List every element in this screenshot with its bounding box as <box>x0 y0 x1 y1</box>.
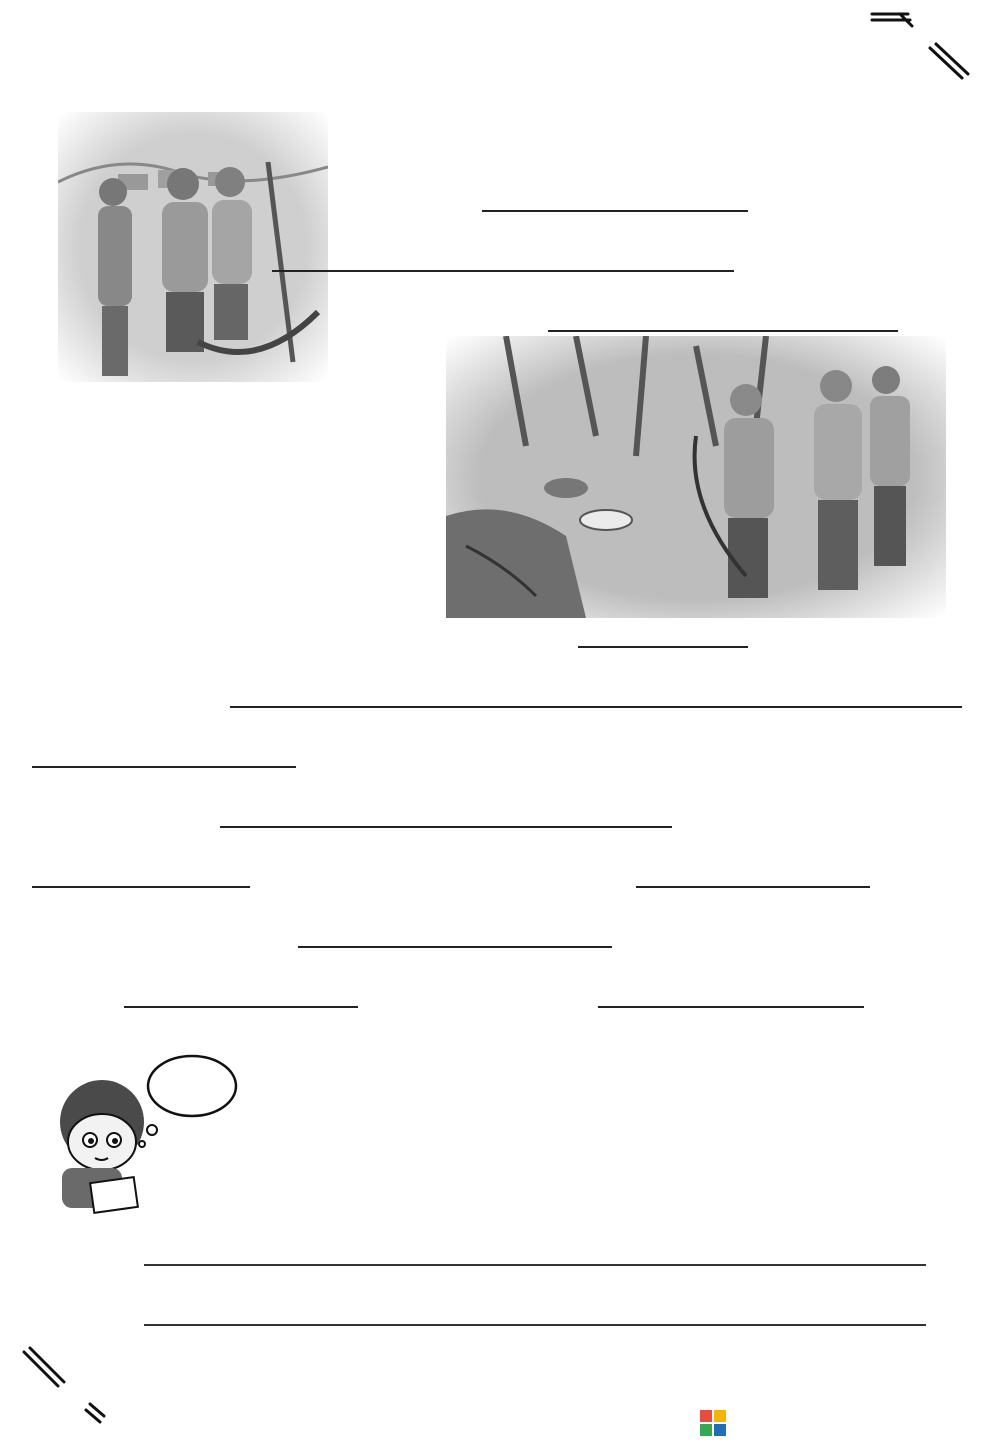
blank-took[interactable] <box>636 886 870 888</box>
blank-made-into[interactable] <box>32 886 250 888</box>
answer-line-2[interactable] <box>144 1324 926 1326</box>
blank-arrived-at[interactable] <box>272 270 734 272</box>
mousedeer-scene-icon <box>446 336 946 618</box>
blank-open-a[interactable] <box>298 946 612 948</box>
blank-king-did[interactable] <box>598 1006 864 1008</box>
thinking-boy-icon <box>40 1050 250 1220</box>
illustration-sailing <box>58 112 328 382</box>
blank-saw-a[interactable] <box>548 330 898 332</box>
liveworksheets-logo-icon <box>700 1410 726 1436</box>
blank-tree-name[interactable] <box>124 1006 358 1008</box>
watermark[interactable] <box>700 1406 990 1440</box>
blank-left-from[interactable] <box>482 210 748 212</box>
answer-line-1[interactable] <box>144 1264 926 1266</box>
illustration-mousedeer <box>446 336 946 618</box>
blank-witnessed-2[interactable] <box>32 766 296 768</box>
blank-went-out[interactable] <box>578 646 748 648</box>
blank-witnessed-1[interactable] <box>230 706 962 708</box>
sailing-scene-icon <box>58 112 328 382</box>
blank-opinion[interactable] <box>220 826 672 828</box>
